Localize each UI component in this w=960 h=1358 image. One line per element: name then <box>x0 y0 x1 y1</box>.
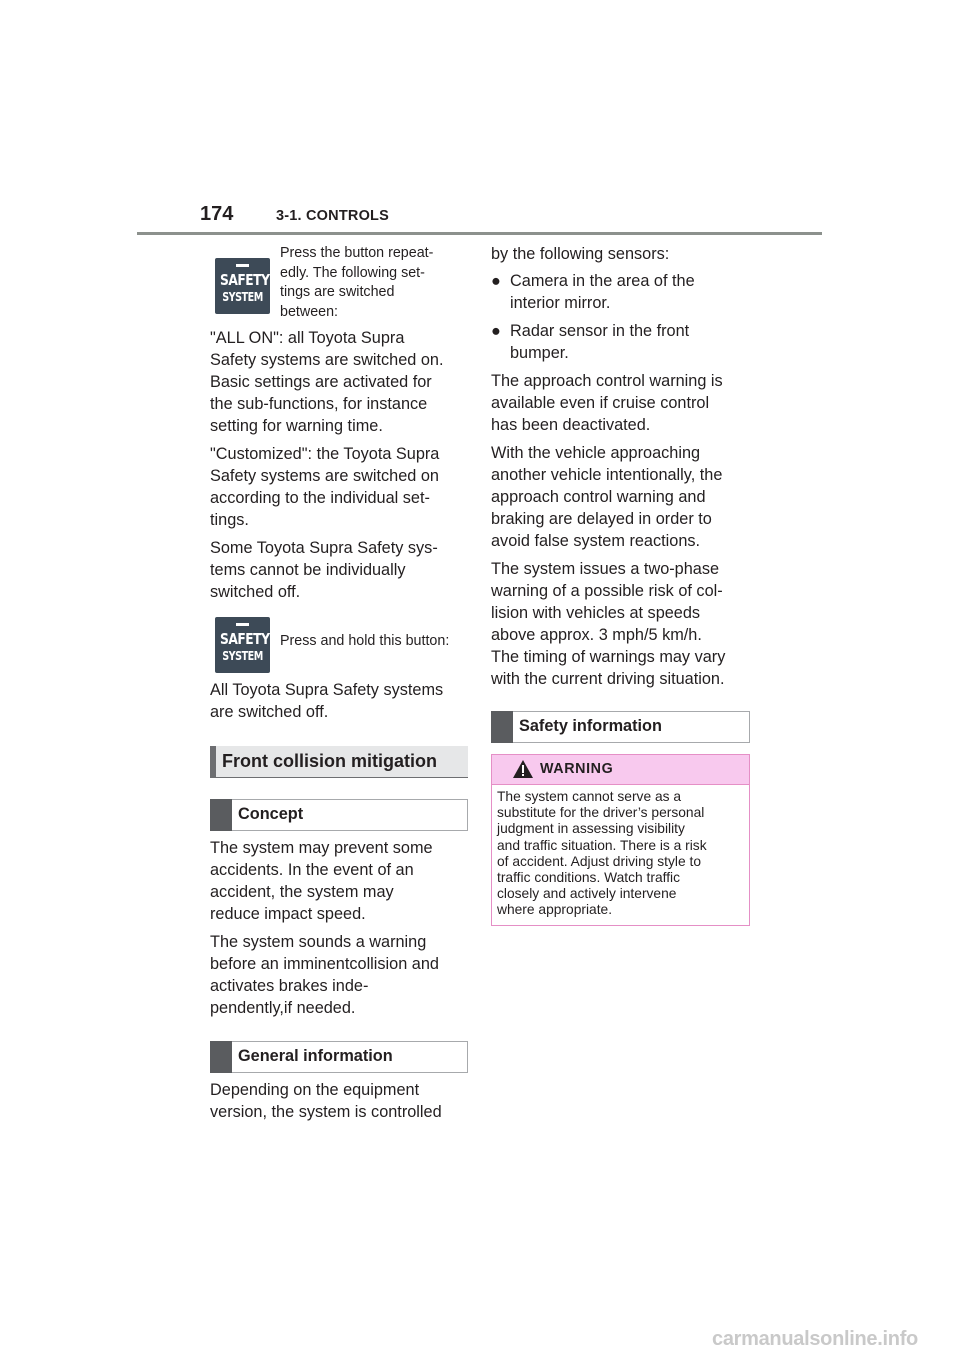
button-label-line1: SAFETY <box>219 271 270 289</box>
heading-concept <box>210 799 468 831</box>
button-label-line2: SYSTEM <box>222 649 263 663</box>
safety-system-button-icon-hold <box>215 617 270 673</box>
heading-front-collision-mitigation <box>210 746 468 778</box>
press-repeat-text: Press the button repeat- edly. The following set- tings are switched between: <box>280 245 434 320</box>
heading-text: Concept <box>238 805 304 823</box>
safety-system-button-icon <box>215 258 270 314</box>
approach-paragraph: The approach control warning is available even if cruise control has been deactivated. <box>491 372 723 434</box>
bullet-icon: ● <box>491 272 501 290</box>
warning-header <box>492 755 749 785</box>
heading-marker <box>210 1041 232 1073</box>
intentional-paragraph: With the vehicle approaching another vehicle intentionally, the approach control warning and braking are delayed in order to avoid false system reactions. <box>491 444 723 550</box>
list-item-text: Camera in the area of the interior mirror. <box>510 272 695 312</box>
all-off-paragraph: All Toyota Supra Safety systems are switched off. <box>210 681 444 721</box>
heading-text: Front collision mitigation <box>222 751 437 771</box>
button-indicator-bar <box>236 623 249 626</box>
section-title: 3-1. CONTROLS <box>276 208 389 224</box>
button-indicator-bar <box>236 264 249 267</box>
heading-safety-information <box>491 711 750 743</box>
heading-text: Safety information <box>519 717 662 735</box>
heading-marker <box>210 799 232 831</box>
concept-paragraph-1: The system may prevent some accidents. In the event of an accident, the system may reduce impact speed. <box>210 839 433 923</box>
all-on-paragraph: "ALL ON": all Toyota Supra Safety systems are switched on. Basic settings are activated for the sub-functions, for instance setting for warning time. <box>210 329 444 435</box>
heading-text: General information <box>238 1047 393 1065</box>
two-phase-paragraph: The system issues a two-phase warning of a possible risk of col- lision with vehicles at speeds above approx. 3 mph/5 km/h. The timing of warnings may vary with the current driving situation. <box>491 560 726 688</box>
customized-paragraph: "Customized": the Toyota Supra Safety systems are switched on according to the individual set- tings. <box>210 445 440 529</box>
list-item <box>491 320 751 364</box>
press-hold-text: Press and hold this button: <box>280 633 450 649</box>
warning-label: WARNING <box>540 761 614 777</box>
concept-paragraph-2: The system sounds a warning before an imminentcollision and activates brakes inde- pendently,if needed. <box>210 933 439 1017</box>
button-label-line1: SAFETY <box>219 630 270 648</box>
header-rule <box>137 232 822 235</box>
warning-text: The system cannot serve as a substitute for the driver’s personal judgment in assessing visibility and traffic situation. There is a risk of accident. Adjust driving style to traffic conditions. Watch traffic closely and actively intervene where appropriate. <box>497 789 707 918</box>
list-item <box>491 270 751 314</box>
heading-marker <box>210 746 216 778</box>
watermark: carmanualsonline.info <box>712 1328 918 1350</box>
bullet-icon: ● <box>491 322 501 340</box>
general-paragraph-1: Depending on the equipment version, the system is controlled <box>210 1081 442 1121</box>
page-number: 174 <box>200 203 234 225</box>
sensors-intro: by the following sensors: <box>491 245 670 263</box>
heading-general-information <box>210 1041 468 1073</box>
heading-marker <box>491 711 513 743</box>
list-item-text: Radar sensor in the front bumper. <box>510 322 690 362</box>
some-systems-paragraph: Some Toyota Supra Safety sys- tems cannot be individually switched off. <box>210 539 438 601</box>
button-label-line2: SYSTEM <box>222 290 263 304</box>
warning-box <box>491 754 750 926</box>
warning-triangle-icon <box>512 759 534 779</box>
